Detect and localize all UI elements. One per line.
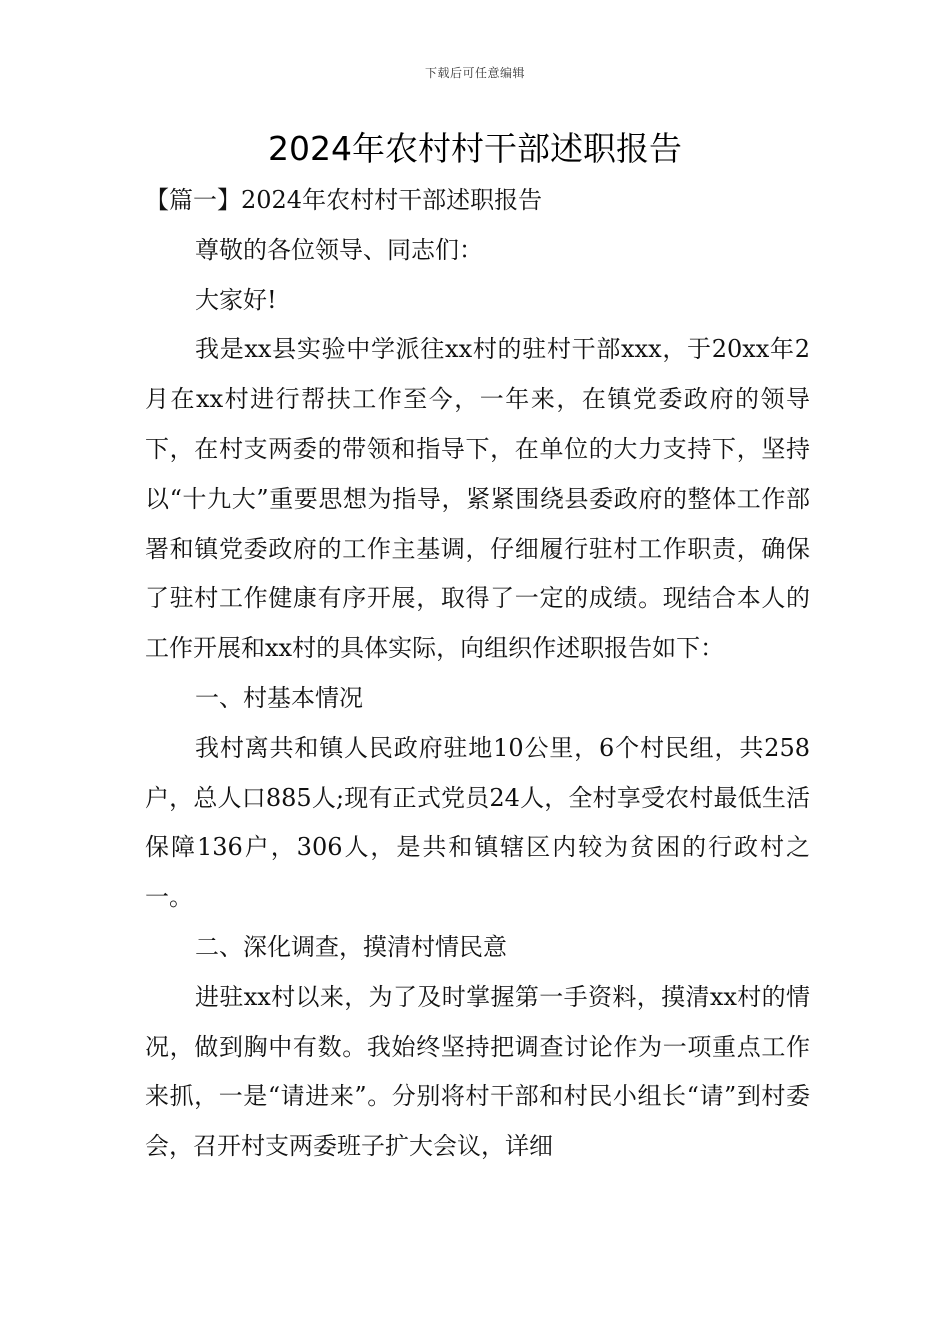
- header-note: 下载后可任意编辑: [424, 66, 525, 80]
- greeting: 大家好!: [195, 285, 277, 314]
- subsection-heading: 二、深化调查，摸清村情民意: [195, 932, 507, 961]
- body-paragraph: 我是xx县实验中学派往xx村的驻村干部xxx，于20xx年2月在xx村进行帮扶工作至今，一年来，在镇党委政府的领导下，在村支两委的带领和指导下，在单位的大力支持下，坚持以“十九大”重要思想为指导，紧紧围绕县委政府的整体工作部署和镇党委政府的工作主基调，仔细履行驻村工作职责，确保了驻村工作健康有序开展，取得了一定的成绩。现结合本人的工作开展和xx村的具体实际，向组织作述职报告如下：: [145, 335, 810, 663]
- document-body: [145, 176, 810, 1172]
- document-title: 2024年农村村干部述职报告: [268, 129, 682, 168]
- body-paragraph: 我村离共和镇人民政府驻地10公里，6个村民组，共258户，总人口885人;现有正式党员24人，全村享受农村最低生活保障136户，306人，是共和镇辖区内较为贫困的行政村之一。: [145, 733, 810, 912]
- subsection-heading: 一、村基本情况: [195, 683, 363, 712]
- section-heading: 【篇一】2024年农村村干部述职报告: [145, 186, 543, 214]
- body-paragraph: 进驻xx村以来，为了及时掌握第一手资料，摸清xx村的情况，做到胸中有数。我始终坚持把调查讨论作为一项重点工作来抓，一是“请进来”。分别将村干部和村民小组长“请”到村委会，召开村支两委班子扩大会议，详细: [145, 982, 810, 1161]
- salutation: 尊敬的各位领导、同志们：: [195, 235, 483, 264]
